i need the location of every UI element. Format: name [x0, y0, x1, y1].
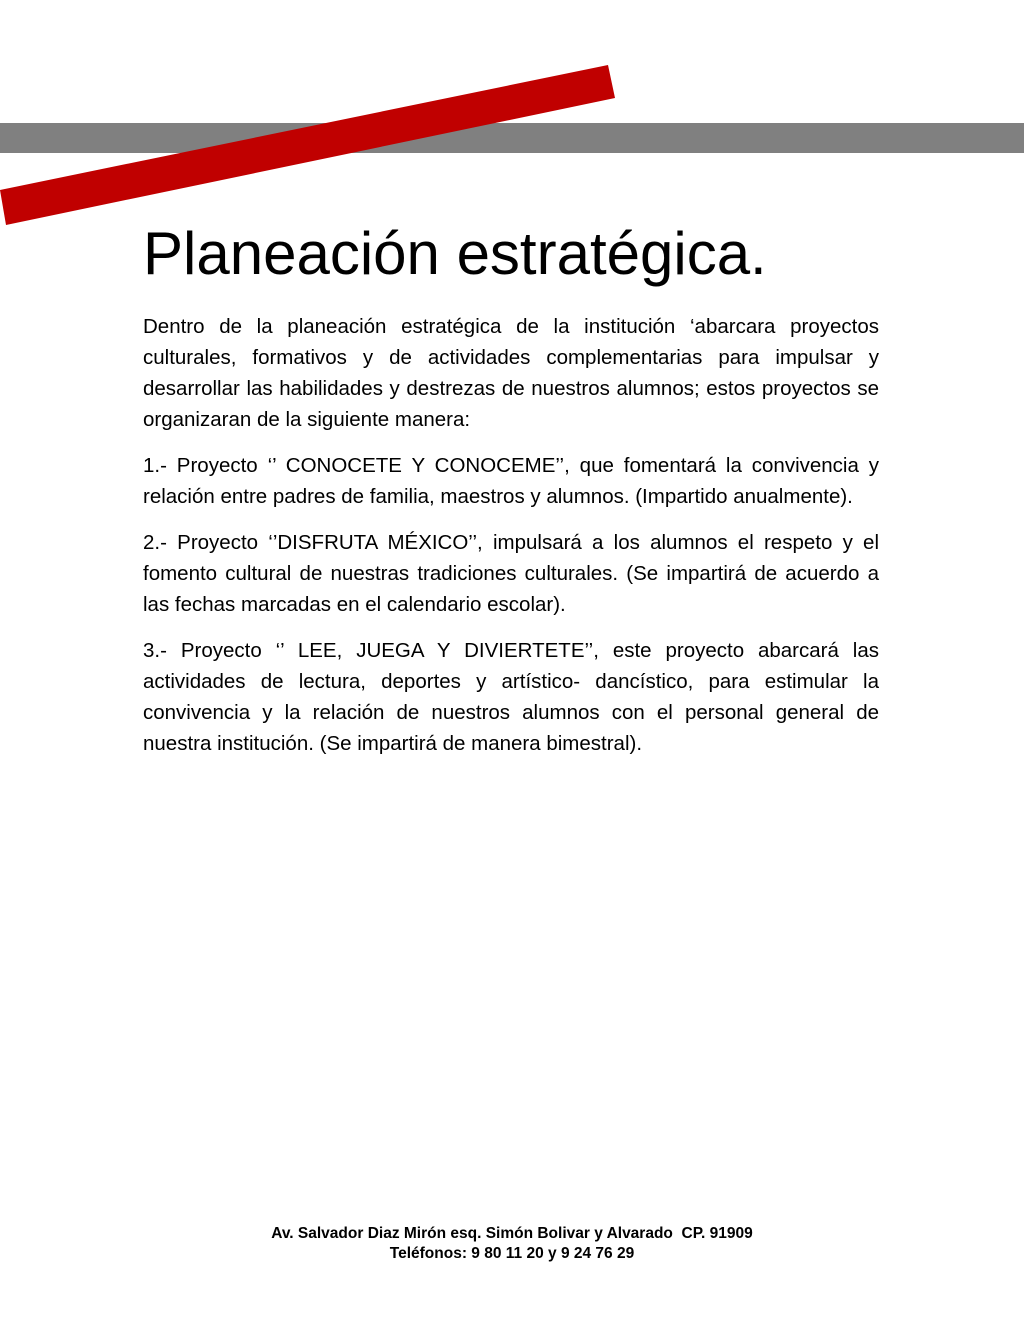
- footer-address: Av. Salvador Diaz Mirón esq. Simón Bolivar y Alvarado CP. 91909: [271, 1225, 753, 1242]
- document-body: [143, 311, 879, 774]
- project-2-paragraph: 2.- Proyecto ‘’DISFRUTA MÉXICO’’, impulsará a los alumnos el respeto y el fomento cultural de nuestras tradiciones culturales. (Se impartirá de acuerdo a las fechas marcadas en el calendario escolar).: [143, 531, 879, 616]
- header-red-stripe: [0, 0, 1024, 240]
- footer: [0, 1224, 1024, 1264]
- intro-paragraph: Dentro de la planeación estratégica de la institución ‘abarcara proyectos culturales, formativos y de actividades complementarias para impulsar y desarrollar las habilidades y destrezas de nuestros alumnos; estos proyectos se organizaran de la siguiente manera:: [143, 315, 879, 431]
- project-1-paragraph: 1.- Proyecto ‘’ CONOCETE Y CONOCEME’’, que fomentará la convivencia y relación entre padres de familia, maestros y alumnos. (Impartido anualmente).: [143, 454, 879, 508]
- page-title: Planeación estratégica.: [143, 220, 767, 287]
- project-3-paragraph: 3.- Proyecto ‘’ LEE, JUEGA Y DIVIERTETE’’, este proyecto abarcará las actividades de lectura, deportes y artístico- dancístico, para estimular la convivencia y la relación de nuestros alumnos con el personal general de nuestra institución. (Se impartirá de manera bimestral).: [143, 639, 879, 755]
- footer-phones: Teléfonos: 9 80 11 20 y 9 24 76 29: [389, 1245, 635, 1262]
